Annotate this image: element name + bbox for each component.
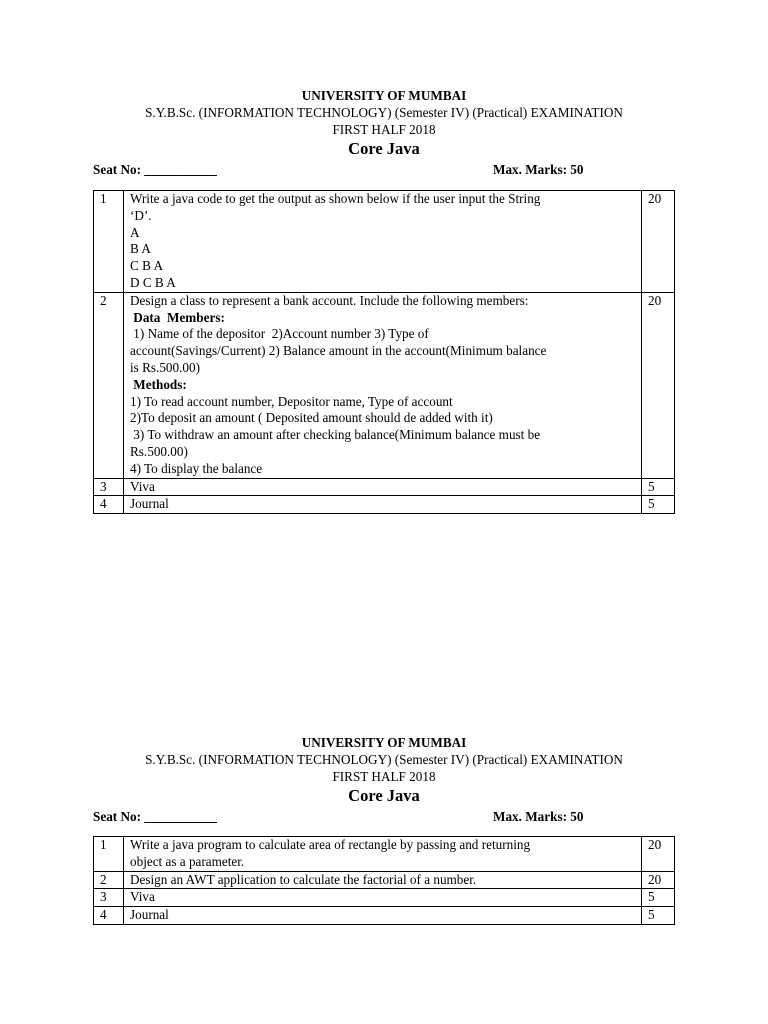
question-text [124, 837, 642, 872]
exam-paper-2 [0, 735, 768, 923]
methods-heading: Methods: [130, 376, 187, 392]
question-line: 2)To deposit an amount ( Deposited amount should de added with it) [130, 410, 493, 426]
question-line: Write a java code to get the output as shown below if the user input the String [130, 191, 541, 206]
question-marks: 5 [642, 496, 675, 514]
question-text: Journal [124, 907, 642, 925]
exam-session: FIRST HALF 2018 [332, 768, 436, 784]
max-marks-label: Max. Marks: 50 [493, 162, 584, 178]
question-number: 3 [94, 478, 124, 496]
data-members-heading: Data Members: [130, 309, 225, 325]
subject-title: Core Java [348, 786, 420, 806]
question-number: 4 [94, 907, 124, 925]
question-line: 3) To withdraw an amount after checking balance(Minimum balance must be [130, 427, 541, 443]
question-text [124, 191, 642, 293]
question-line: account(Savings/Current) 2) Balance amount in the account(Minimum balance [130, 343, 547, 359]
question-marks: 20 [642, 292, 675, 478]
exam-name: S.Y.B.Sc. (INFORMATION TECHNOLOGY) (Semester IV) (Practical) EXAMINATION [145, 751, 623, 767]
exam-session: FIRST HALF 2018 [332, 121, 436, 137]
paper-header [0, 88, 768, 159]
university-name: UNIVERSITY OF MUMBAI [301, 735, 467, 750]
output-line: B A [130, 241, 151, 257]
question-marks: 5 [642, 478, 675, 496]
question-row [94, 907, 675, 925]
output-line: A [130, 224, 140, 240]
question-line: Rs.500.00) [130, 443, 188, 459]
question-row [94, 496, 675, 514]
question-number: 1 [94, 837, 124, 872]
question-row [94, 191, 675, 293]
paper-header [0, 735, 768, 806]
question-text: Viva [124, 478, 642, 496]
question-text: Design an AWT application to calculate the factorial of a number. [124, 871, 642, 889]
question-line: Design a class to represent a bank account. Include the following members: [130, 292, 529, 308]
questions-table [93, 190, 675, 514]
question-number: 3 [94, 889, 124, 907]
seat-marks-row [0, 161, 768, 179]
question-marks: 20 [642, 191, 675, 293]
question-number: 2 [94, 292, 124, 478]
subject-title: Core Java [348, 139, 420, 159]
question-marks: 20 [642, 871, 675, 889]
output-line: C B A [130, 258, 163, 274]
question-text: Journal [124, 496, 642, 514]
max-marks-label: Max. Marks: 50 [493, 809, 584, 825]
question-row [94, 292, 675, 478]
question-line: 1) To read account number, Depositor name, Type of account [130, 393, 453, 409]
question-line: Write a java program to calculate area of rectangle by passing and returning [130, 837, 531, 852]
question-marks: 5 [642, 889, 675, 907]
question-row [94, 837, 675, 872]
question-line: object as a parameter. [130, 853, 245, 869]
question-text [124, 292, 642, 478]
question-row [94, 889, 675, 907]
question-line: 1) Name of the depositor 2)Account number 3) Type of [130, 326, 429, 342]
question-line: ‘D’. [130, 207, 152, 223]
exam-paper-1 [0, 88, 768, 512]
question-line: is Rs.500.00) [130, 359, 200, 375]
question-text: Viva [124, 889, 642, 907]
question-number: 1 [94, 191, 124, 293]
seat-number-label: Seat No: ___________ [93, 809, 217, 825]
questions-table [93, 836, 675, 925]
seat-number-label: Seat No: ___________ [93, 162, 217, 178]
output-line: D C B A [130, 274, 176, 290]
exam-name: S.Y.B.Sc. (INFORMATION TECHNOLOGY) (Semester IV) (Practical) EXAMINATION [145, 104, 623, 120]
question-number: 4 [94, 496, 124, 514]
question-marks: 20 [642, 837, 675, 872]
question-number: 2 [94, 871, 124, 889]
question-row [94, 478, 675, 496]
seat-marks-row [0, 808, 768, 826]
question-marks: 5 [642, 907, 675, 925]
university-name: UNIVERSITY OF MUMBAI [301, 88, 467, 103]
question-row [94, 871, 675, 889]
question-line: 4) To display the balance [130, 460, 263, 476]
